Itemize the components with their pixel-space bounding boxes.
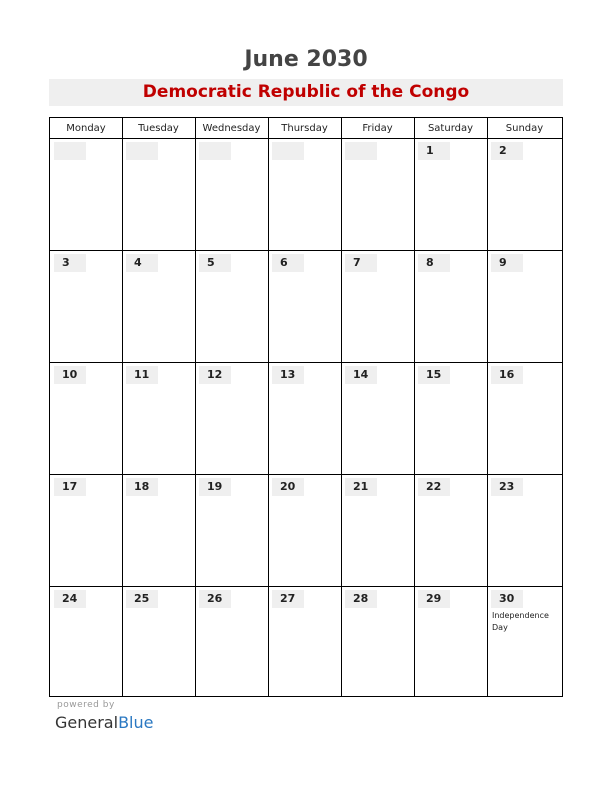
day-cell[interactable] (414, 475, 487, 586)
weekday-saturday: Saturday (427, 123, 474, 134)
day-number: 16 (491, 366, 523, 384)
empty-day-tag (272, 142, 304, 160)
empty-day-cell (341, 139, 414, 250)
day-cell[interactable] (414, 587, 487, 696)
brand-general: General (55, 713, 119, 732)
day-cell[interactable] (50, 363, 122, 474)
day-number: 30 (491, 590, 523, 608)
day-number: 1 (418, 142, 450, 160)
day-number: 22 (418, 478, 450, 496)
day-cell[interactable] (414, 139, 487, 250)
day-number: 8 (418, 254, 450, 272)
day-cell[interactable] (50, 587, 122, 696)
day-cell[interactable] (341, 587, 414, 696)
day-number: 6 (272, 254, 304, 272)
day-cell[interactable] (341, 475, 414, 586)
day-cell[interactable] (268, 251, 341, 362)
weekday-monday: Monday (66, 123, 106, 134)
day-cell[interactable] (268, 475, 341, 586)
day-cell[interactable] (195, 251, 268, 362)
day-number: 12 (199, 366, 231, 384)
day-number: 27 (272, 590, 304, 608)
day-cell[interactable] (122, 251, 195, 362)
country-title: Democratic Republic of the Congo (49, 79, 563, 106)
day-cell[interactable] (268, 587, 341, 696)
weekday-header-row (50, 118, 562, 139)
day-number: 21 (345, 478, 377, 496)
weekday-thursday: Thursday (281, 123, 328, 134)
day-cell[interactable] (122, 475, 195, 586)
empty-day-cell (50, 139, 122, 250)
calendar-grid (49, 117, 563, 697)
day-number: 7 (345, 254, 377, 272)
weekday-sunday: Sunday (505, 123, 544, 134)
day-cell[interactable] (487, 475, 562, 586)
day-number: 19 (199, 478, 231, 496)
empty-day-tag (126, 142, 158, 160)
day-number: 13 (272, 366, 304, 384)
day-number: 15 (418, 366, 450, 384)
day-number: 9 (491, 254, 523, 272)
day-cell[interactable] (487, 587, 562, 696)
brand-blue: Blue (118, 713, 154, 732)
empty-day-tag (345, 142, 377, 160)
day-cell[interactable] (268, 363, 341, 474)
weekday-wednesday: Wednesday (202, 123, 261, 134)
weekday-tuesday: Tuesday (138, 123, 179, 134)
day-number: 10 (54, 366, 86, 384)
day-number: 18 (126, 478, 158, 496)
day-number: 4 (126, 254, 158, 272)
day-cell[interactable] (487, 251, 562, 362)
day-number: 23 (491, 478, 523, 496)
day-cell[interactable] (195, 475, 268, 586)
day-cell[interactable] (195, 587, 268, 696)
day-number: 20 (272, 478, 304, 496)
empty-day-cell (268, 139, 341, 250)
day-number: 3 (54, 254, 86, 272)
day-cell[interactable] (414, 251, 487, 362)
generalblue-logo[interactable] (55, 713, 153, 732)
empty-day-cell (122, 139, 195, 250)
day-cell[interactable] (122, 363, 195, 474)
day-number: 28 (345, 590, 377, 608)
day-cell[interactable] (195, 363, 268, 474)
holiday-label: Independence Day (492, 611, 549, 632)
day-cell[interactable] (341, 363, 414, 474)
day-number: 5 (199, 254, 231, 272)
day-number: 2 (491, 142, 523, 160)
day-number: 14 (345, 366, 377, 384)
weekday-friday: Friday (362, 123, 393, 134)
day-number: 17 (54, 478, 86, 496)
day-cell[interactable] (122, 587, 195, 696)
day-cell[interactable] (341, 251, 414, 362)
day-cell[interactable] (414, 363, 487, 474)
day-number: 25 (126, 590, 158, 608)
day-cell[interactable] (487, 139, 562, 250)
day-number: 24 (54, 590, 86, 608)
empty-day-tag (199, 142, 231, 160)
empty-day-cell (195, 139, 268, 250)
page-title: June 2030 (244, 47, 368, 72)
day-cell[interactable] (50, 251, 122, 362)
powered-by-label: powered by (57, 700, 115, 710)
day-cell[interactable] (487, 363, 562, 474)
day-number: 26 (199, 590, 231, 608)
day-cell[interactable] (50, 475, 122, 586)
day-number: 11 (126, 366, 158, 384)
empty-day-tag (54, 142, 86, 160)
day-number: 29 (418, 590, 450, 608)
